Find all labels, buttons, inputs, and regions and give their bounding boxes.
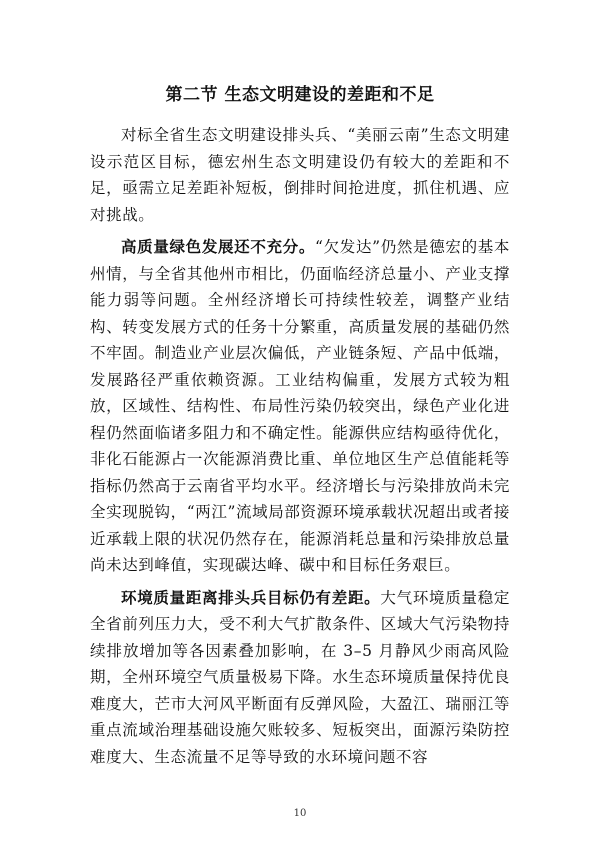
paragraph-text: 大气环境质量稳定全省前列压力大，受不利大气扩散条件、区域大气污染物持续排放增加等各因素叠加影响，在 3–5 月静风少雨高风险期，全州环境空气质量极易下降。水生态环境质量保持优良难度大，芒市大河风平断面有反弹风险，大盈江、瑞丽江等重点流域治理基础设施欠账较多、短板突出，面源污染防控难度大、生态流量不足等导致的水环境问题不容 <box>90 588 510 766</box>
paragraph-text: 对标全省生态文明建设排头兵、“美丽云南”生态文明建设示范区目标，德宏州生态文明建设仍有较大的差距和不足，亟需立足差距补短板，倒排时间抢进度，抓住机遇、应对挑战。 <box>90 126 510 224</box>
page-number: 10 <box>293 808 307 819</box>
paragraph-lead: 环境质量距离排头兵目标仍有差距。 <box>121 588 381 607</box>
paragraph-intro <box>90 122 510 228</box>
body-text <box>90 122 510 776</box>
paragraph-green-development <box>90 234 510 579</box>
paragraph-lead: 高质量绿色发展还不充分。 <box>121 238 316 256</box>
paragraph-text: “欠发达”仍然是德宏的基本州情，与全省其他州市相比，仍面临经济总量小、产业支撑能力弱等问题。全州经济增长可持续性较差，调整产业结构、转变发展方式的任务十分繁重，高质量发展的基础仍然不牢固。制造业产业层次偏低，产业链条短、产品中低端，发展路径严重依赖资源。工业结构偏重，发展方式较为粗放，区域性、结构性、布局性污染仍较突出，绿色产业化进程仍然面临诸多阻力和不确定性。能源供应结构亟待优化，非化石能源占一次能源消费比重、单位地区生产总值能耗等指标仍然高于云南省平均水平。经济增长与污染排放尚未完全实现脱钩，“两江”流域局部资源环境承载状况超出或者接近承载上限的状况仍然存在，能源消耗总量和污染排放总量尚未达到峰值，实现碳达峰、碳中和目标任务艰巨。 <box>90 238 511 574</box>
paragraph-environment-quality <box>90 585 510 771</box>
section-title: 第二节 生态文明建设的差距和不足 <box>165 85 435 105</box>
